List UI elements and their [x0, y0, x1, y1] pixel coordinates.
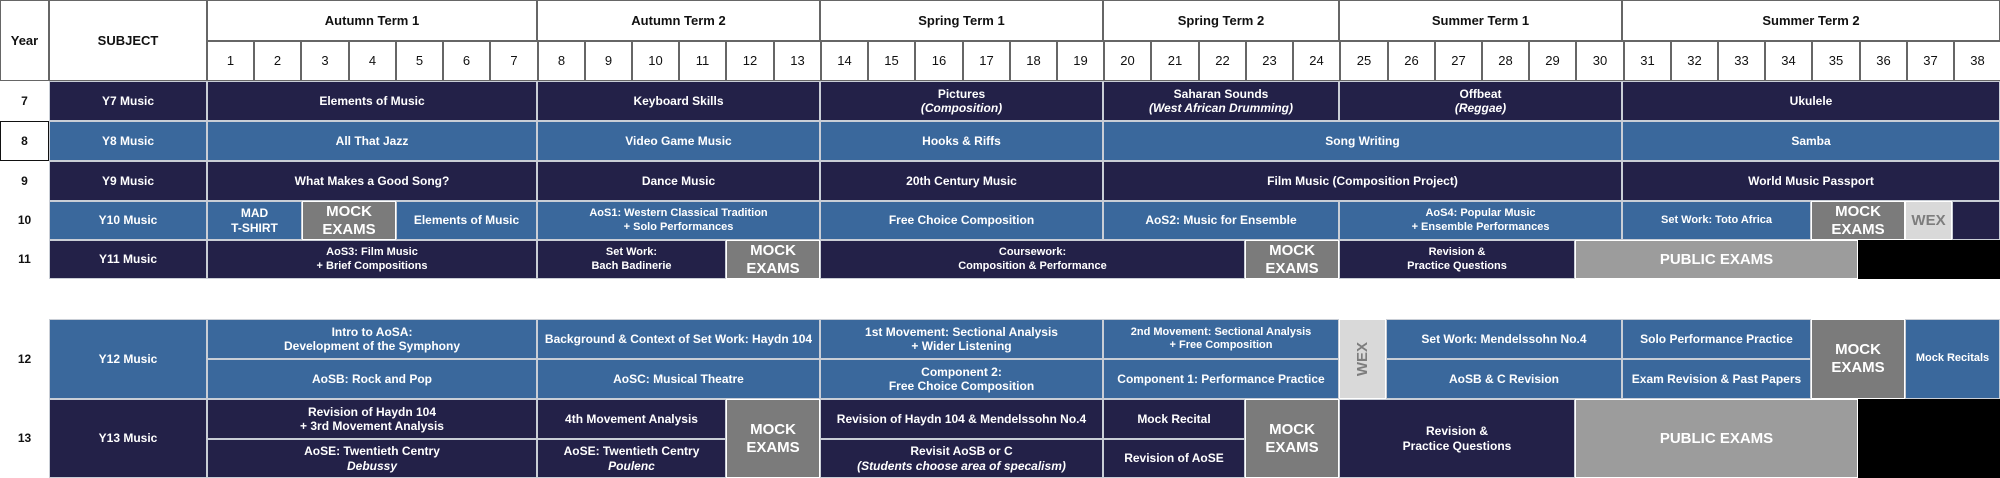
public-exams-label: PUBLIC EXAMS — [1659, 429, 1774, 447]
unit-label: Free Choice Composition — [888, 379, 1035, 393]
unit-sublabel: Bach Badinerie — [591, 259, 672, 272]
y9-20th-century-music — [820, 161, 1103, 201]
unit-label: Background & Context of Set Work: Haydn 104 — [544, 331, 813, 346]
y12-haydn-104 — [537, 319, 820, 359]
y8-video-game-music — [537, 121, 820, 161]
year-number-label: 7 — [21, 93, 28, 108]
mock-label: MOCK — [326, 202, 372, 220]
subject-label: Y13 Music — [98, 431, 158, 446]
y10-mock-exams-2 — [1811, 201, 1905, 240]
unit-label: + Wider Listening — [911, 339, 1012, 353]
mock-label: EXAMS — [1831, 359, 1885, 376]
unit-label: Revision of Haydn 104 & Mendelssohn No.4 — [836, 411, 1087, 426]
unit-label: 1st Movement: Sectional Analysis — [865, 324, 1058, 339]
unit-label: Mock Recital — [1137, 411, 1211, 426]
unit-label: Pictures — [937, 86, 986, 101]
y9-dance-music — [537, 161, 820, 201]
week-number-label: 35 — [1828, 53, 1844, 69]
week-number-label: 30 — [1592, 53, 1608, 69]
y7-offbeat — [1339, 81, 1622, 121]
y10-blank — [1952, 201, 2000, 240]
week-number-38 — [1954, 41, 2000, 81]
subject-label: Y11 Music — [98, 252, 158, 267]
week-number-label: 36 — [1876, 53, 1891, 69]
week-number-5 — [396, 41, 443, 81]
week-number-label: 16 — [931, 53, 947, 69]
mock-label: EXAMS — [746, 438, 800, 456]
y10-aos2 — [1103, 201, 1339, 240]
week-number-35 — [1812, 41, 1860, 81]
y8-all-that-jazz — [207, 121, 537, 161]
unit-sublabel: (Reggae) — [1454, 101, 1507, 115]
year-number-8[interactable] — [0, 121, 49, 161]
week-number-label: 20 — [1120, 53, 1135, 69]
y13-revision — [1339, 399, 1575, 478]
week-number-27 — [1435, 41, 1482, 81]
unit-sublabel: (West African Drumming) — [1148, 101, 1293, 115]
week-number-label: 11 — [695, 53, 710, 69]
mock-label: MOCK — [750, 420, 796, 438]
term-header-autumn-2 — [537, 0, 820, 41]
year-number-label: 9 — [21, 173, 28, 188]
term-label: Autumn Term 1 — [324, 12, 420, 28]
week-number-24 — [1293, 41, 1340, 81]
mock-label: MOCK — [1835, 202, 1881, 220]
y13-revision-haydn — [207, 399, 537, 439]
unit-label: + Solo Performances — [623, 220, 734, 233]
year-number-label: 12 — [17, 351, 32, 366]
unit-label: Revision of Haydn 104 — [307, 404, 437, 419]
y10-mock-exams-1 — [302, 201, 396, 240]
y13-blank — [1858, 399, 2000, 478]
week-number-label: 32 — [1687, 53, 1702, 69]
week-number-label: 13 — [790, 53, 805, 69]
y10-elements-of-music — [396, 201, 537, 240]
week-number-20 — [1104, 41, 1151, 81]
y10-aos1 — [537, 201, 820, 240]
unit-label: Film Music (Composition Project) — [1267, 173, 1458, 188]
week-number-label: 27 — [1451, 53, 1466, 69]
y12-mendelssohn — [1386, 319, 1622, 359]
y13-revision-haydn-mendelssohn — [820, 399, 1103, 439]
unit-label: AoSE: Twentieth Centry — [304, 444, 440, 459]
y11-set-work-bach — [537, 240, 726, 279]
week-number-10 — [632, 41, 679, 81]
unit-label: + Free Composition — [1169, 339, 1273, 351]
year-number-label: 10 — [17, 213, 32, 228]
term-header-autumn-1 — [207, 0, 537, 41]
unit-label: Song Writing — [1325, 133, 1400, 148]
mock-label: EXAMS — [1265, 259, 1319, 277]
unit-label: World Music Passport — [1748, 173, 1874, 188]
week-number-label: 14 — [837, 53, 852, 69]
unit-label: + 3rd Movement Analysis — [300, 419, 444, 433]
unit-label: Revision & — [1425, 424, 1488, 439]
week-number-3 — [301, 41, 349, 81]
week-number-label: 23 — [1262, 53, 1277, 69]
unit-label: Revisit AoSB or C — [910, 444, 1013, 459]
subject-label: Y7 Music — [101, 93, 155, 108]
week-number-label: 21 — [1167, 53, 1183, 69]
y12-exam-revision — [1622, 359, 1811, 399]
y13-public-exams — [1575, 399, 1858, 478]
unit-label: Intro to AoSA: — [331, 324, 413, 339]
unit-sublabel: Poulenc — [608, 458, 655, 473]
mock-label: MOCK — [1835, 341, 1881, 358]
term-header-summer-2 — [1622, 0, 2000, 41]
unit-label: AoS2: Music for Ensemble — [1145, 213, 1297, 228]
week-number-7 — [490, 41, 538, 81]
mock-label: MOCK — [750, 241, 796, 259]
unit-sublabel: Debussy — [346, 458, 398, 473]
week-number-label: 31 — [1640, 53, 1655, 69]
week-number-label: 34 — [1781, 53, 1796, 69]
unit-label: Video Game Music — [625, 133, 732, 148]
unit-label: Solo Performance Practice — [1640, 331, 1793, 346]
unit-label: AoS3: Film Music — [326, 246, 418, 259]
week-number-28 — [1482, 41, 1529, 81]
year-number-12 — [0, 319, 49, 399]
week-number-1 — [207, 41, 254, 81]
week-number-label: 28 — [1498, 53, 1513, 69]
unit-label: AoSB: Rock and Pop — [311, 371, 432, 386]
term-header-spring-2 — [1103, 0, 1339, 41]
unit-label: 20th Century Music — [906, 173, 1017, 188]
week-number-12 — [726, 41, 774, 81]
unit-label: Revision & — [1428, 246, 1486, 259]
week-number-label: 15 — [884, 53, 899, 69]
y11-revision — [1339, 240, 1575, 279]
y7-ukulele — [1622, 81, 2000, 121]
mock-label: EXAMS — [1831, 220, 1885, 238]
unit-label: AoS4: Popular Music — [1425, 207, 1536, 220]
week-number-6 — [443, 41, 490, 81]
subject-label: Y12 Music — [98, 351, 158, 366]
week-number-23 — [1246, 41, 1293, 81]
y13-aose-poulenc — [537, 439, 726, 478]
week-number-label: 8 — [557, 53, 566, 69]
week-number-label: 7 — [510, 53, 518, 69]
unit-sublabel: (Composition) — [920, 101, 1003, 115]
unit-label: Exam Revision & Past Papers — [1631, 371, 1802, 386]
week-number-21 — [1151, 41, 1199, 81]
unit-label: Set Work: Toto Africa — [1660, 213, 1773, 226]
unit-label: Practice Questions — [1407, 259, 1507, 272]
unit-label: Hooks & Riffs — [922, 133, 1001, 148]
week-number-18 — [1010, 41, 1057, 81]
week-number-label: 22 — [1215, 53, 1230, 69]
mock-label: MOCK — [1269, 420, 1315, 438]
week-number-26 — [1388, 41, 1435, 81]
unit-label: Coursework: — [998, 246, 1067, 259]
y13-mock-recital — [1103, 399, 1245, 439]
y13-revision-aose — [1103, 439, 1245, 478]
y11-mock-exams-2 — [1245, 240, 1339, 279]
subject-y7 — [49, 81, 207, 121]
week-number-label: 12 — [742, 53, 758, 69]
week-number-label: 24 — [1309, 53, 1324, 69]
unit-label: AoSC: Musical Theatre — [613, 371, 744, 386]
unit-sublabel: (Students choose area of specalism) — [857, 458, 1066, 473]
y12-aosb-c-revision — [1386, 359, 1622, 399]
unit-label: Saharan Sounds — [1173, 86, 1269, 101]
week-number-label: 5 — [415, 53, 424, 69]
week-number-11 — [679, 41, 726, 81]
week-number-label: 37 — [1923, 53, 1938, 69]
subject-label: Y8 Music — [101, 133, 155, 148]
y9-world-music-passport — [1622, 161, 2000, 201]
week-number-34 — [1765, 41, 1812, 81]
week-number-label: 1 — [226, 53, 235, 69]
year-header — [0, 0, 49, 81]
mock-label: EXAMS — [322, 220, 376, 238]
y10-wex — [1905, 201, 1952, 240]
y7-keyboard-skills — [537, 81, 820, 121]
year-number-10 — [0, 201, 49, 240]
week-number-2 — [254, 41, 301, 81]
week-number-label: 10 — [648, 53, 663, 69]
week-number-label: 25 — [1356, 53, 1372, 69]
unit-label: Development of the Symphony — [283, 339, 461, 353]
unit-label: Practice Questions — [1402, 438, 1512, 453]
term-label: Spring Term 1 — [918, 12, 1005, 28]
unit-label: Dance Music — [641, 173, 716, 188]
week-number-label: 19 — [1073, 53, 1088, 69]
week-number-label: 4 — [368, 53, 377, 69]
week-number-label: 26 — [1404, 53, 1419, 69]
y12-2nd-movement — [1103, 319, 1339, 359]
y13-aose-debussy — [207, 439, 537, 478]
year-number-7 — [0, 81, 49, 121]
unit-label: Elements of Music — [413, 213, 520, 228]
week-number-15 — [868, 41, 915, 81]
y12-intro-aosa — [207, 319, 537, 359]
week-number-8 — [538, 41, 585, 81]
unit-label: What Makes a Good Song? — [294, 173, 450, 188]
y12-mock-recitals — [1905, 319, 2000, 399]
y10-aos4 — [1339, 201, 1622, 240]
y9-good-song — [207, 161, 537, 201]
year-number-label: 11 — [18, 252, 31, 267]
y11-public-exams — [1575, 240, 1858, 279]
mock-label: MOCK — [1269, 241, 1315, 259]
unit-label: Ukulele — [1789, 93, 1833, 108]
week-number-9 — [585, 41, 632, 81]
y10-mad-tshirt — [207, 201, 302, 240]
subject-y11 — [49, 240, 207, 279]
week-number-37 — [1907, 41, 1954, 81]
y8-song-writing — [1103, 121, 1622, 161]
y12-aosb — [207, 359, 537, 399]
y7-elements-of-music — [207, 81, 537, 121]
subject-y8 — [49, 121, 207, 161]
wex-label: WEX — [1911, 211, 1946, 229]
week-number-label: 9 — [604, 53, 613, 69]
term-header-summer-1 — [1339, 0, 1622, 41]
y9-film-music — [1103, 161, 1622, 201]
week-number-32 — [1671, 41, 1718, 81]
year-number-11 — [0, 240, 49, 279]
unit-label: AoSE: Twentieth Centry — [563, 444, 700, 459]
y13-mock-exams-2 — [1245, 399, 1339, 478]
week-number-36 — [1860, 41, 1907, 81]
y12-component-2 — [820, 359, 1103, 399]
unit-label: Revision of AoSE — [1124, 451, 1224, 466]
unit-label: AoS1: Western Classical Tradition — [589, 207, 768, 220]
year-number-label: 8 — [21, 133, 28, 148]
subject-header — [49, 0, 207, 81]
y7-pictures — [820, 81, 1103, 121]
week-number-31 — [1624, 41, 1671, 81]
y11-coursework — [820, 240, 1245, 279]
unit-label: All That Jazz — [335, 133, 409, 148]
year-number-13 — [0, 399, 49, 478]
week-number-25 — [1340, 41, 1388, 81]
week-number-label: 3 — [321, 53, 329, 69]
unit-label: 4th Movement Analysis — [565, 411, 698, 426]
unit-label: Composition & Performance — [958, 259, 1107, 272]
year-number-9 — [0, 161, 49, 201]
week-number-19 — [1057, 41, 1104, 81]
unit-label: MAD — [240, 206, 269, 221]
unit-label: Mock Recitals — [1915, 352, 1990, 365]
y12-component-1 — [1103, 359, 1339, 399]
unit-label: + Ensemble Performances — [1411, 220, 1550, 233]
year-number-label: 13 — [17, 431, 32, 446]
y13-revisit-aosb-c — [820, 439, 1103, 478]
week-number-29 — [1529, 41, 1576, 81]
week-number-label: 17 — [979, 53, 994, 69]
y12-1st-movement — [820, 319, 1103, 359]
y8-samba — [1622, 121, 2000, 161]
wex-label: WEX — [1353, 341, 1371, 377]
unit-label: 2nd Movement: Sectional Analysis — [1130, 325, 1312, 338]
week-number-14 — [821, 41, 868, 81]
y11-aos3 — [207, 240, 537, 279]
week-number-label: 2 — [273, 53, 282, 69]
unit-label: T-SHIRT — [231, 220, 278, 235]
subject-y10 — [49, 201, 207, 240]
subject-y9 — [49, 161, 207, 201]
year-header-label: Year — [10, 32, 39, 48]
y13-mock-exams-1 — [726, 399, 820, 478]
subject-header-label: SUBJECT — [97, 32, 159, 48]
public-exams-label: PUBLIC EXAMS — [1659, 250, 1774, 268]
term-label: Summer Term 1 — [1431, 12, 1530, 28]
week-number-label: 18 — [1026, 53, 1041, 69]
week-number-30 — [1576, 41, 1624, 81]
subject-y13 — [49, 399, 207, 478]
y12-aosc — [537, 359, 820, 399]
term-label: Summer Term 2 — [1762, 12, 1860, 28]
unit-label: Keyboard Skills — [633, 93, 724, 108]
week-number-label: 38 — [1970, 53, 1985, 69]
unit-label: Samba — [1791, 133, 1831, 148]
term-label: Autumn Term 2 — [631, 12, 726, 28]
week-number-17 — [963, 41, 1010, 81]
week-number-13 — [774, 41, 821, 81]
y12-mock-exams — [1811, 319, 1905, 399]
mock-label: EXAMS — [1265, 438, 1319, 456]
mock-label: EXAMS — [746, 259, 800, 277]
unit-label: Component 1: Performance Practice — [1117, 371, 1325, 386]
subject-label: Y9 Music — [101, 173, 155, 188]
week-number-16 — [915, 41, 963, 81]
week-number-label: 33 — [1734, 53, 1749, 69]
y10-toto-africa — [1622, 201, 1811, 240]
term-label: Spring Term 2 — [1177, 12, 1265, 28]
y13-4th-movement — [537, 399, 726, 439]
week-number-22 — [1199, 41, 1246, 81]
unit-label: Component 2: — [921, 364, 1002, 379]
week-number-label: 6 — [462, 53, 471, 69]
unit-label: Set Work: Mendelssohn No.4 — [1421, 331, 1587, 346]
y7-saharan-sounds — [1103, 81, 1339, 121]
week-number-33 — [1718, 41, 1765, 81]
unit-label: + Brief Compositions — [316, 259, 428, 272]
unit-label: Set Work: — [605, 246, 658, 259]
y10-free-choice-composition — [820, 201, 1103, 240]
y12-wex — [1339, 319, 1386, 399]
subject-label: Y10 Music — [98, 213, 158, 228]
y12-solo-performance — [1622, 319, 1811, 359]
week-number-label: 29 — [1545, 53, 1560, 69]
unit-label: AoSB & C Revision — [1448, 371, 1559, 386]
y11-blank — [1858, 240, 2000, 279]
unit-label: Elements of Music — [319, 93, 425, 108]
y11-mock-exams-1 — [726, 240, 820, 279]
term-header-spring-1 — [820, 0, 1103, 41]
unit-label: Offbeat — [1459, 86, 1502, 101]
subject-y12 — [49, 319, 207, 399]
unit-label: Free Choice Composition — [888, 213, 1035, 228]
y8-hooks-riffs — [820, 121, 1103, 161]
week-number-4 — [349, 41, 396, 81]
